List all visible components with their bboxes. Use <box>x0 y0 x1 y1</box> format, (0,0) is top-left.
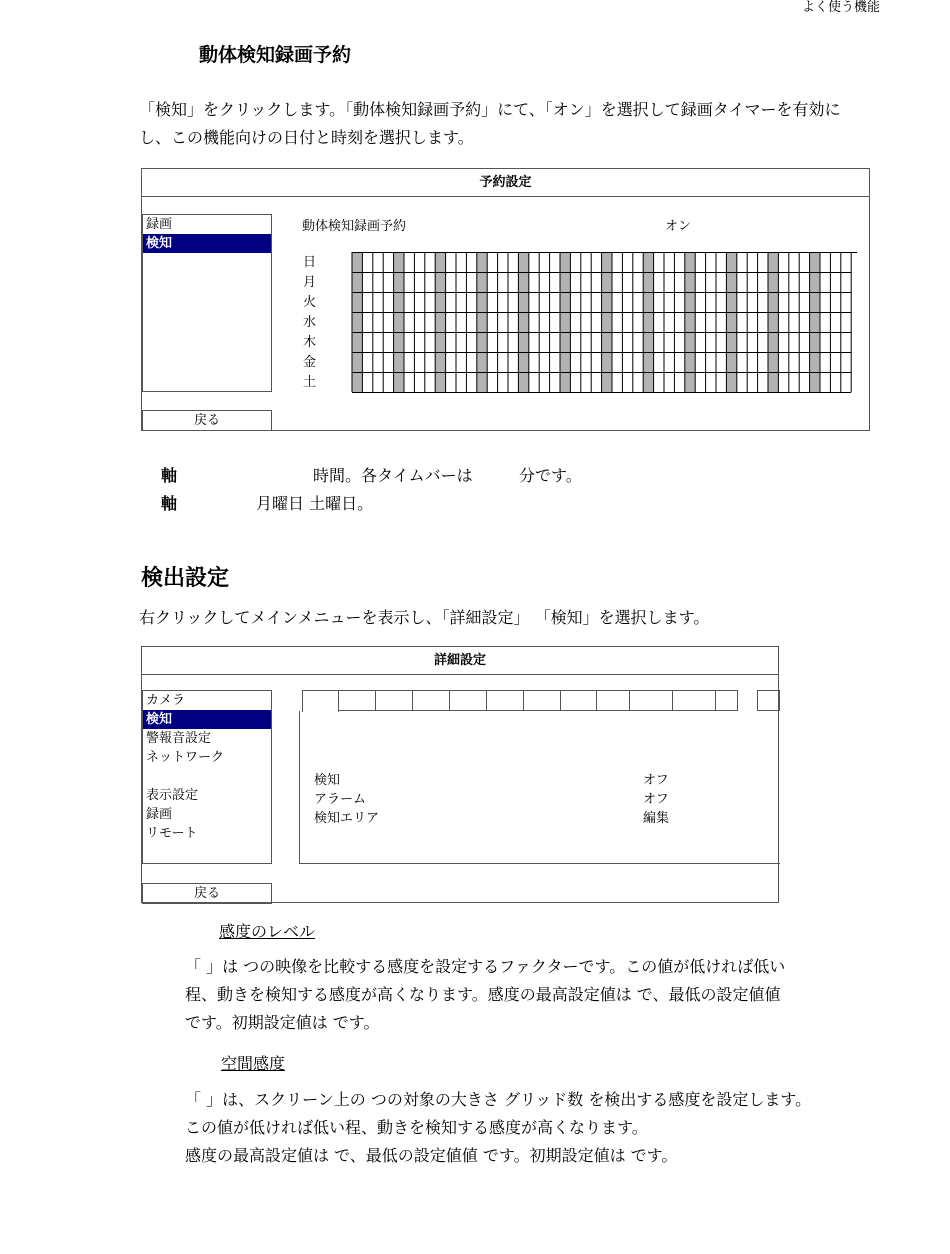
row-area-value[interactable]: 編集 <box>643 811 670 826</box>
day-label-thu: 木 <box>303 335 317 350</box>
channel-tab[interactable] <box>486 690 524 711</box>
channel-tab[interactable] <box>629 690 673 711</box>
back-button[interactable]: 戻る <box>142 883 272 904</box>
menu-item-remote[interactable]: リモート <box>146 826 198 841</box>
day-label-sat: 土 <box>303 375 317 390</box>
channel-tab[interactable] <box>672 690 716 711</box>
day-label-fri: 金 <box>303 355 317 370</box>
sensitivity-heading <box>185 919 315 942</box>
channel-tab[interactable] <box>338 690 376 711</box>
intro-paragraph-line2: し、この機能向けの日付と時刻を選択します。 <box>139 128 474 147</box>
row-alarm-label: アラーム <box>314 792 367 807</box>
menu-item-record[interactable]: 録画 <box>146 217 173 232</box>
day-label-wed: 水 <box>303 315 317 330</box>
channel-tab[interactable] <box>375 690 413 711</box>
day-label-mon: 月 <box>303 275 317 290</box>
x-axis-text-a: 時間。各タイムバーは <box>313 466 473 485</box>
menu-item-alarm-sound[interactable]: 警報音設定 <box>146 731 212 746</box>
menu-item-display[interactable]: 表示設定 <box>146 788 199 803</box>
menu-item-camera[interactable]: カメラ <box>146 693 186 708</box>
day-label-sun: 日 <box>303 255 317 270</box>
section-title-motion-schedule: 動体検知録画予約 <box>199 44 352 66</box>
row-area-label: 検知エリア <box>314 811 380 826</box>
y-axis-label: 軸 <box>161 494 178 513</box>
spatial-line2: この値が低ければ低い程、動きを検知する感度が高くなります。 <box>185 1118 648 1137</box>
detection-paragraph: 右クリックしてメインメニューを表示し、「詳細設定」 「検知」を選択します。 <box>139 608 710 627</box>
menu-item-detection[interactable]: 検知 <box>143 710 271 729</box>
spatial-heading <box>185 1051 285 1074</box>
x-axis-label: 軸 <box>161 466 178 485</box>
x-axis-note <box>161 462 177 490</box>
channel-tab[interactable] <box>596 690 630 711</box>
sensitivity-line1: 「 」は つの映像を比較する感度を設定するファクターです。この値が低ければ低い <box>185 957 786 976</box>
advanced-settings-panel <box>141 646 779 903</box>
x-axis-text-b: 分です。 <box>519 466 582 485</box>
row-alarm-value[interactable]: オフ <box>643 792 669 807</box>
panel-title: 予約設定 <box>142 169 869 197</box>
channel-tab[interactable] <box>449 690 487 711</box>
spatial-heading-text: 空間感度 <box>221 1054 286 1073</box>
section-title-detection-settings: 検出設定 <box>141 566 230 591</box>
menu-item-blank <box>143 767 271 786</box>
side-menu <box>142 690 272 864</box>
detection-content-box <box>299 711 780 864</box>
channel-tab[interactable] <box>715 690 738 711</box>
sensitivity-heading-text: 感度のレベル <box>219 922 316 941</box>
row-detection-label: 検知 <box>314 773 341 788</box>
spatial-line1: 「 」は、スクリーン上の つの対象の大きさ グリッド数 を検出する感度を設定します。 <box>185 1090 812 1109</box>
back-button[interactable]: 戻る <box>142 410 272 431</box>
channel-tab[interactable] <box>523 690 561 711</box>
motion-schedule-label: 動体検知録画予約 <box>302 219 407 234</box>
menu-item-record[interactable]: 録画 <box>146 807 173 822</box>
menu-item-network[interactable]: ネットワーク <box>146 750 225 765</box>
spatial-line3: 感度の最高設定値は で、最低の設定値値 です。初期設定値は です。 <box>185 1146 678 1165</box>
schedule-settings-panel <box>141 168 870 431</box>
sensitivity-line3: です。初期設定値は です。 <box>185 1013 380 1032</box>
channel-tab[interactable] <box>412 690 450 711</box>
day-label-tue: 火 <box>303 295 317 310</box>
menu-item-detection[interactable]: 検知 <box>143 234 271 253</box>
channel-tab[interactable] <box>560 690 597 711</box>
motion-schedule-value[interactable]: オン <box>665 219 692 234</box>
panel-title: 詳細設定 <box>142 647 778 675</box>
intro-paragraph-line1: 「検知」をクリックします。「動体検知録画予約」にて、「オン」を選択して録画タイマーを有効に <box>139 100 841 119</box>
channel-tab[interactable] <box>757 690 780 711</box>
y-axis-text: 月曜日 土曜日。 <box>256 494 374 513</box>
row-detection-value[interactable]: オフ <box>643 773 669 788</box>
chapter-header: よく使う機能 <box>801 0 880 15</box>
schedule-timebar-grid[interactable] <box>351 252 858 393</box>
side-menu <box>142 214 272 392</box>
sensitivity-line2: 程、動きを検知する感度が高くなります。感度の最高設定値は で、最低の設定値値 <box>185 985 781 1004</box>
channel-tab[interactable] <box>302 690 339 712</box>
y-axis-note <box>161 490 177 518</box>
